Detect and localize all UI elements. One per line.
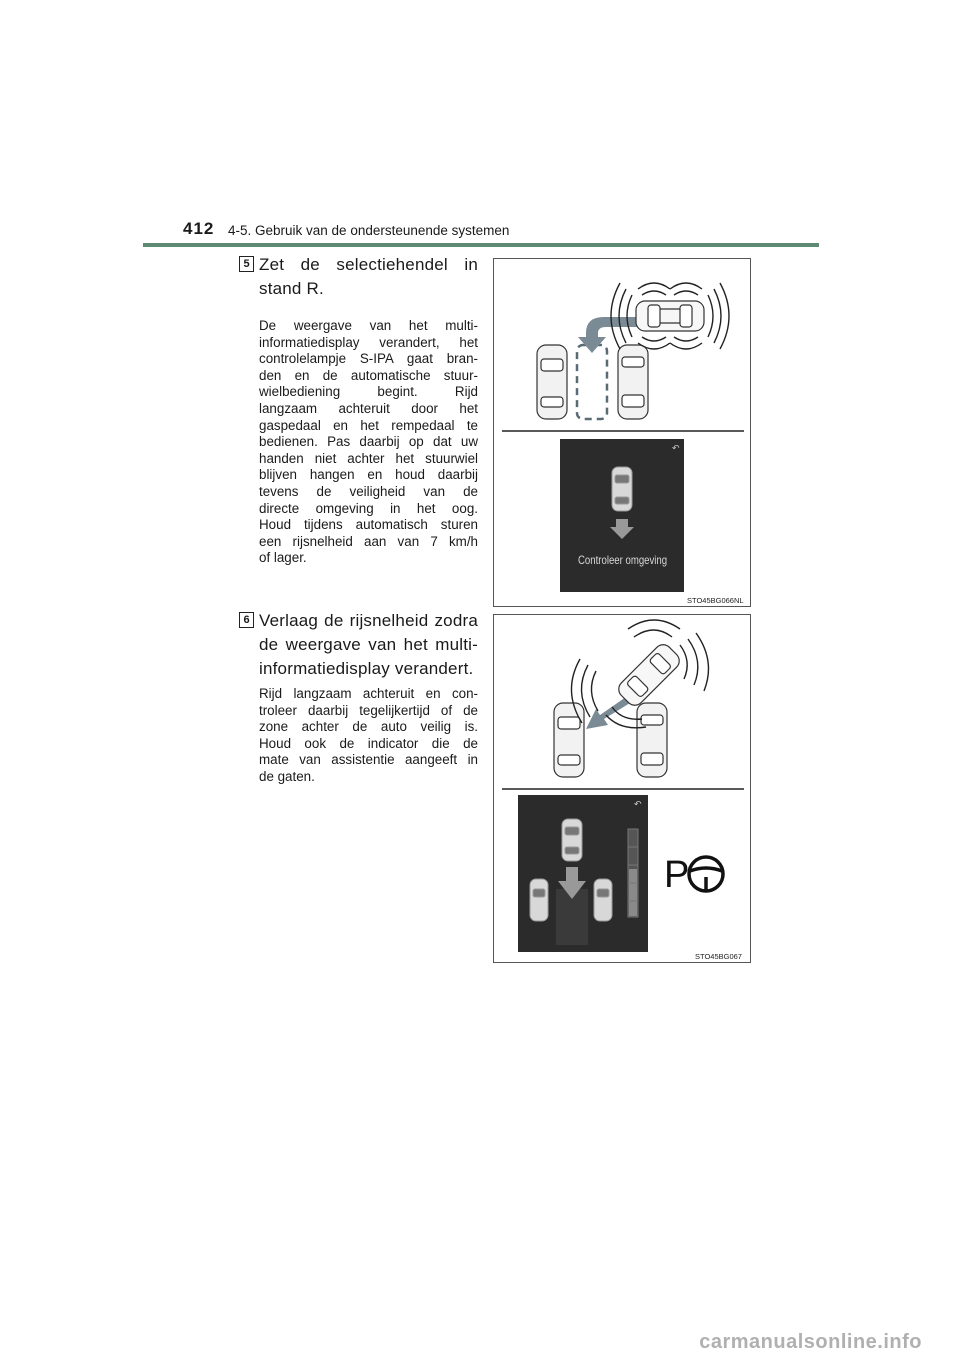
back-icon: ↶ xyxy=(672,444,680,454)
parking-indicator-letter: P xyxy=(664,854,690,896)
step-number-5: 5 xyxy=(239,256,254,272)
multi-info-display xyxy=(560,439,684,592)
section-title: 4-5. Gebruik van de ondersteunende systemen xyxy=(228,223,510,238)
header-rule xyxy=(143,243,819,247)
figure-code: STO45BG066NL xyxy=(687,596,744,605)
multi-info-display xyxy=(518,795,648,952)
steering-wheel-icon xyxy=(689,857,723,891)
parked-car-left-icon xyxy=(537,345,567,419)
own-car-icon xyxy=(615,641,683,709)
parked-car-right-icon xyxy=(637,703,667,777)
display-graphics xyxy=(518,795,648,952)
step-6-heading: Verlaag de rijsnelheid zodra de weergave van het multi- informatiedisplay verandert. xyxy=(259,611,478,678)
display-down-arrow-icon xyxy=(610,519,634,539)
watermark: carmanualsonline.info xyxy=(699,1331,922,1353)
assist-level-bar xyxy=(628,829,638,917)
page-number: 412 xyxy=(183,219,215,238)
display-message: Controleer omgeving xyxy=(578,553,668,567)
display-graphics xyxy=(560,439,684,592)
parked-car-right-icon xyxy=(618,345,648,419)
parking-space-outline xyxy=(577,345,607,419)
back-icon: ↶ xyxy=(634,800,642,810)
display-car-icon xyxy=(612,467,632,511)
step-5-body: De weergave van het multi- informatiedisplay verandert, het controlelampje S-IPA gaat bran- den en de automatische stuur- wielbediening begint. Rijd langzaam achteruit door het gaspedaal en het rempedaal te bedienen. Pas daarbij op dat uw handen niet achter het stuurwiel blijven hangen en houd daarbij tevens de veiligheid van de directe omgeving in het oog. Houd tijdens automatisch sturen een rijsnelheid aan van 7 km/h of lager. xyxy=(259,318,478,566)
reverse-arrow-icon xyxy=(586,697,630,729)
parked-car-left-icon xyxy=(554,703,584,777)
figure-step-6 xyxy=(493,614,751,963)
figure-code: STO45BG067 xyxy=(695,952,742,961)
figure-step-5 xyxy=(493,258,751,607)
own-car-icon xyxy=(636,301,704,331)
step-5-heading: Zet de selectiehendel in stand R. xyxy=(259,255,478,298)
step-6-body: Rijd langzaam achteruit en con- troleer daarbij tegelijkertijd of de zone achter de auto veilig is. Houd ook de indicator die de mate van assistentie aangeeft in de gaten. xyxy=(259,686,478,784)
step-number-6: 6 xyxy=(239,612,254,628)
